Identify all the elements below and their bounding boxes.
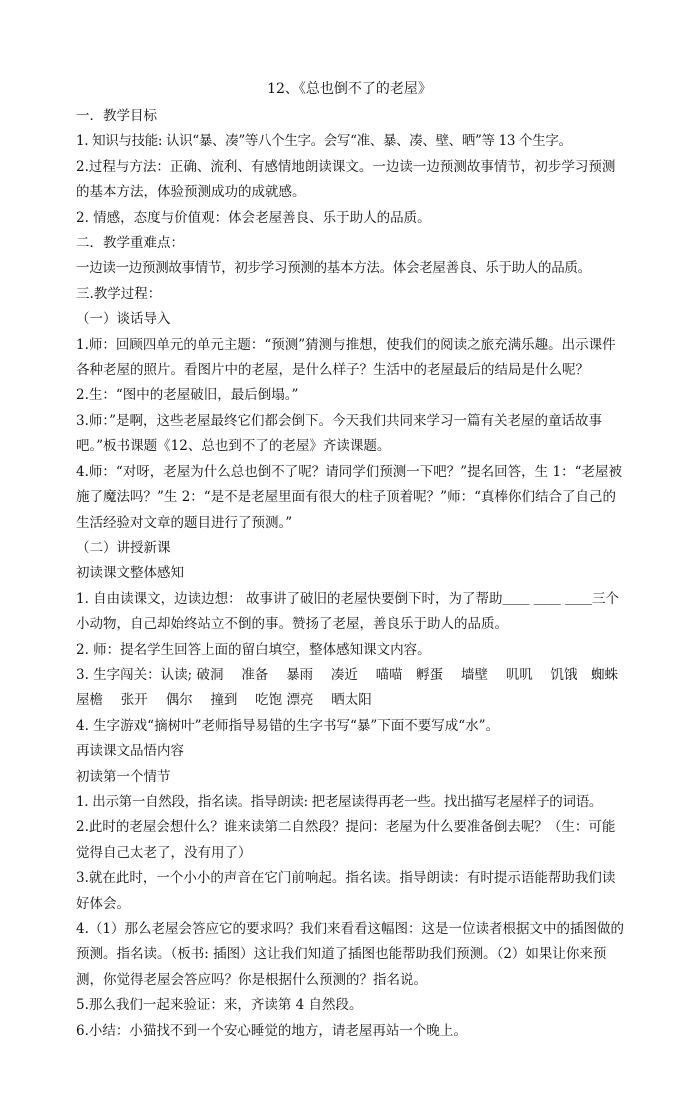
paragraph: 4. 生字游戏“摘树叶”老师指导易错的生字书写“暴”下面不要写成“水”。 — [76, 717, 500, 734]
paragraph: 4.师：“对呀，老屋为什么总也倒不了呢？请同学们预测一下吧？”提名回答，生 1：“老屋被施了魔法吗？”生 2：“是不是老屋里面有很大的柱子顶着呢？”师：“真棒你们结合了自己的生活经验对文章的题目进行了预测。” — [76, 463, 622, 531]
paragraph: 2.此时的老屋会想什么？谁来读第二自然段？提问：老屋为什么要准备倒去呢？（生：可能觉得自己太老了，没有用了） — [76, 819, 616, 861]
paragraph: 5.那么我们一起来验证：来，齐读第 4 自然段。 — [76, 997, 363, 1014]
paragraph: 4.（1）那么老屋会答应它的要求吗？我们来看看这幅图：这是一位读者根据文中的插图做的预测。指名读。（板书: 插图）这让我们知道了插图也能帮助我们预测。（2）如果让你来预测，你觉得老屋会答应吗？你是根据什么预测的？指名说。 — [76, 921, 624, 988]
paragraph: 1. 自由读课文，边读边想： 故事讲了破旧的老屋快要倒下时，为了帮助＿＿ ＿＿ ＿＿三个小动物，自己却始终站立不倒的事。赞扬了老屋，善良乐于助人的品质。 — [76, 590, 620, 633]
paragraph: 1.师：回顾四单元的单元主题：“预测”猜测与推想，使我们的阅读之旅充满乐趣。出示课件各种老屋的照片。看图片中的老屋，是什么样子？生活中的老屋最后的结局是什么呢？ — [76, 336, 616, 379]
subheading: 初读第一个情节 — [76, 768, 171, 785]
section-heading-key-points: 二．教学重难点： — [76, 235, 184, 252]
section-heading-process: 三.教学过程： — [76, 285, 162, 302]
paragraph: 1. 知识与技能: 认识“暴、凑”等八个生字。会写“准、暴、凑、壁、晒”等 13 个生字。 — [76, 133, 572, 150]
paragraph: 2. 师：提名学生回答上面的留白填空，整体感知课文内容。 — [76, 641, 431, 658]
paragraph: 2.过程与方法：正确、流利、有感情地朗读课文。一边读一边预测故事情节，初步学习预测的基本方法，体验预测成功的成就感。 — [76, 158, 616, 201]
paragraph: 一边读一边预测故事情节，初步学习预测的基本方法。体会老屋善良、乐于助人的品质。 — [76, 260, 591, 277]
subheading: 初读课文整体感知 — [76, 565, 184, 582]
paragraph: 1. 出示第一自然段，指名读。指导朗读: 把老屋读得再老一些。找出描写老屋样子的词语。 — [76, 793, 603, 810]
subsection-heading: （二）讲授新课 — [76, 539, 171, 556]
paragraph: 3.就在此时，一个小小的声音在它门前响起。指名读。指导朗读：有时提示语能帮助我们读好体会。 — [76, 870, 616, 912]
document-body — [76, 104, 632, 1044]
paragraph: 3. 生字闯关：认读; 破洞 准备 暴雨 凑近 喵喵 孵蛋 墙壁 叽叽 饥饿 蜘蛛 屋檐 张开 偶尔 撞到 吃饱 漂亮 晒太阳 — [76, 666, 632, 709]
document-title: 12、《总也倒不了的老屋》 — [267, 81, 432, 97]
paragraph: 6.小结：小猫找不到一个安心睡觉的地方，请老屋再站一个晚上。 — [76, 1022, 467, 1039]
paragraph: 3.师：”是啊，这些老屋最终它们都会倒下。今天我们共同来学习一篇有关老屋的童话故事吧。”板书课题《12、总也到不了的老屋》齐读课题。 — [76, 412, 603, 455]
paragraph: 2.生：“图中的老屋破旧，最后倒塌。” — [76, 387, 299, 404]
subsection-heading: （一）谈话导入 — [76, 311, 171, 328]
section-heading-objectives: 一．教学目标 — [76, 108, 157, 124]
paragraph: 2. 情感，态度与价值观：体会老屋善良、乐于助人的品质。 — [76, 209, 431, 226]
subheading: 再读课文品悟内容 — [76, 743, 184, 760]
